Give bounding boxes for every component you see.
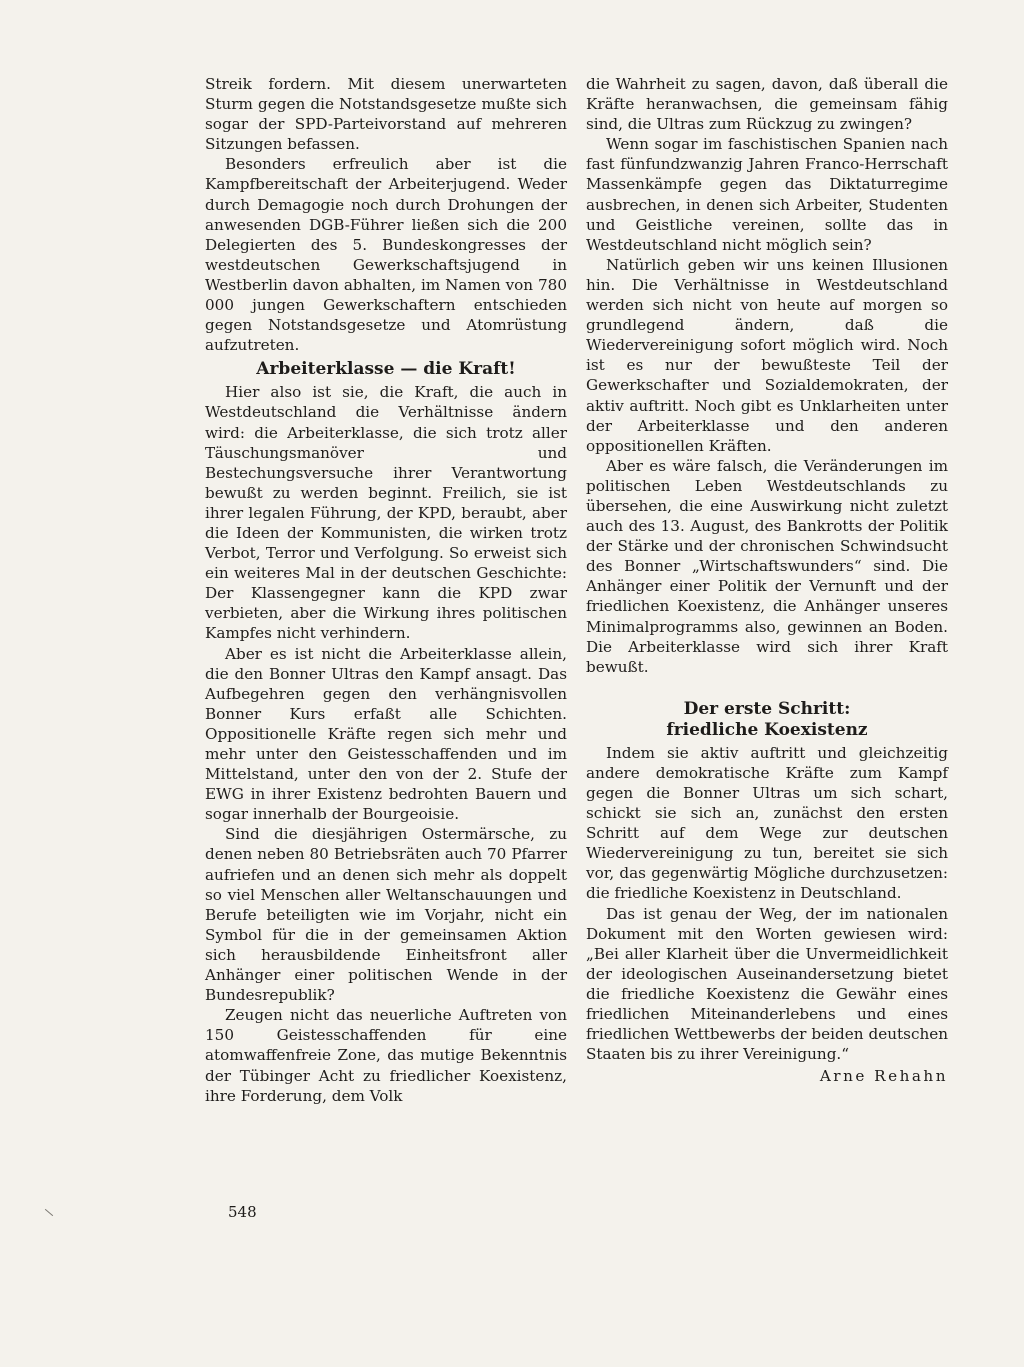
paragraph: die Wahrheit zu sagen, davon, daß überall die Kräfte heranwachsen, die gemeinsam fähig sind, die Ultras zum Rückzug zu zwingen?: [586, 75, 948, 134]
author-signature: Arne Rehahn: [819, 1067, 948, 1086]
right-column: [586, 74, 948, 1086]
section-heading: [586, 699, 948, 741]
section-heading: Arbeiterklasse — die Kraft!: [256, 359, 516, 380]
section-heading-line: Der erste Schritt:: [683, 698, 851, 719]
paragraph: Zeugen nicht das neuerliche Auftreten von 150 Geistesschaffenden für eine atomwaffenfreie Zone, das mutige Bekenntnis der Tübinger Acht zu friedlicher Koexistenz, ihre Forderung, dem Volk: [205, 1006, 567, 1105]
scan-speck: [45, 1209, 53, 1216]
paragraph: Das ist genau der Weg, der im nationalen Dokument mit den Worten gewiesen wird: „Bei aller Klarheit über die Unvermeidlichkeit der ideologischen Auseinandersetzung bietet die friedliche Koexistenz die Gewähr eines friedlichen Miteinanderlebens und eines friedlichen Wettbewerbs der beiden deutschen Staaten bis zu ihrer Vereinigung.“: [586, 904, 948, 1064]
page-number: 548: [228, 1203, 257, 1221]
paragraph: Hier also ist sie, die Kraft, die auch in Westdeutschland die Verhältnisse ändern wird: die Arbeiterklasse, die sich trotz aller Täuschungsmanöver und Bestechungsversuche ihrer Verantwortung bewußt zu werden beginnt. Freilich, sie ist ihrer legalen Führung, der KPD, beraubt, aber die Ideen der Kommunisten, die wirken trotz Verbot, Terror und Verfolgung. So erweist sich ein weiteres Mal in der deutschen Geschichte: Der Klassengegner kann die KPD zwar verbieten, aber die Wirkung ihres politischen Kampfes nicht verhindern.: [205, 383, 567, 643]
paragraph: Sind die diesjährigen Ostermärsche, zu denen neben 80 Betriebsräten auch 70 Pfarrer aufriefen und an denen sich mehr als doppelt so viel Menschen aller Weltanschauungen und Berufe beteiligten wie im Vorjahr, nicht ein Symbol für die in der gemeinsamen Aktion sich herausbildende Einheitsfront aller Anhänger einer politischen Wende in der Bundesrepublik?: [205, 825, 567, 1005]
section-heading-line: friedliche Koexistenz: [666, 719, 868, 740]
paragraph: Natürlich geben wir uns keinen Illusionen hin. Die Verhältnisse in Westdeutschland werden sich nicht von heute auf morgen so grundlegend ändern, daß die Wiedervereinigung sofort möglich wird. Noch ist es nur der bewußteste Teil der Gewerkschafter und Sozialdemokraten, der aktiv auftritt. Noch gibt es Unklarheiten unter der Arbeiterklasse und den anderen oppositionellen Kräften.: [586, 255, 948, 455]
paragraph: Wenn sogar im faschistischen Spanien nach fast fünfundzwanzig Jahren Franco-Herrschaft Massenkämpfe gegen das Diktaturregime ausbrechen, in denen sich Arbeiter, Studenten und Geistliche vereinen, sollte das in Westdeutschland nicht möglich sein?: [586, 135, 948, 254]
paragraph: Aber es ist nicht die Arbeiterklasse allein, die den Bonner Ultras den Kampf ansagt. Das Aufbegehren gegen den verhängnisvollen Bonner Kurs erfaßt alle Schichten. Oppositionelle Kräfte regen sich mehr und mehr unter den Geistesschaffenden und im Mittelstand, unter den von der 2. Stufe der EWG in ihrer Existenz bedrohten Bauern und sogar innerhalb der Bourgeoisie.: [205, 644, 567, 824]
left-column: [205, 74, 567, 1106]
paragraph: Streik fordern. Mit diesem unerwarteten Sturm gegen die Notstandsgesetze mußte sich sogar der SPD-Parteivorstand auf mehreren Sitzungen befassen.: [205, 75, 567, 154]
paragraph: Indem sie aktiv auftritt und gleichzeitig andere demokratische Kräfte zum Kampf gegen die Bonner Ultras um sich schart, schickt sie sich an, zunächst den ersten Schritt auf dem Wege zur deutschen Wiedervereinigung zu tun, bereitet sie sich vor, das gegenwärtig Mögliche durchzusetzen: die friedliche Koexistenz in Deutschland.: [586, 743, 948, 903]
paragraph: Besonders erfreulich aber ist die Kampfbereitschaft der Arbeiterjugend. Weder durch Demagogie noch durch Drohungen der anwesenden DGB-Führer ließen sich die 200 Delegierten des 5. Bundeskongresses der westdeutschen Gewerkschaftsjugend in Westberlin davon abhalten, im Namen von 780 000 jungen Gewerkschaftern entschieden gegen Notstandsgesetze und Atomrüstung aufzutreten.: [205, 155, 567, 355]
paragraph: Aber es wäre falsch, die Veränderungen im politischen Leben Westdeutschlands zu übersehen, die eine Auswirkung nicht zuletzt auch des 13. August, des Bankrotts der Politik der Stärke und der chronischen Schwindsucht des Bonner „Wirtschaftswunders“ sind. Die Anhänger einer Politik der Vernunft und der friedlichen Koexistenz, die Anhänger unseres Minimalprogramms also, gewinnen an Boden. Die Arbeiterklasse wird sich ihrer Kraft bewußt.: [586, 456, 948, 676]
